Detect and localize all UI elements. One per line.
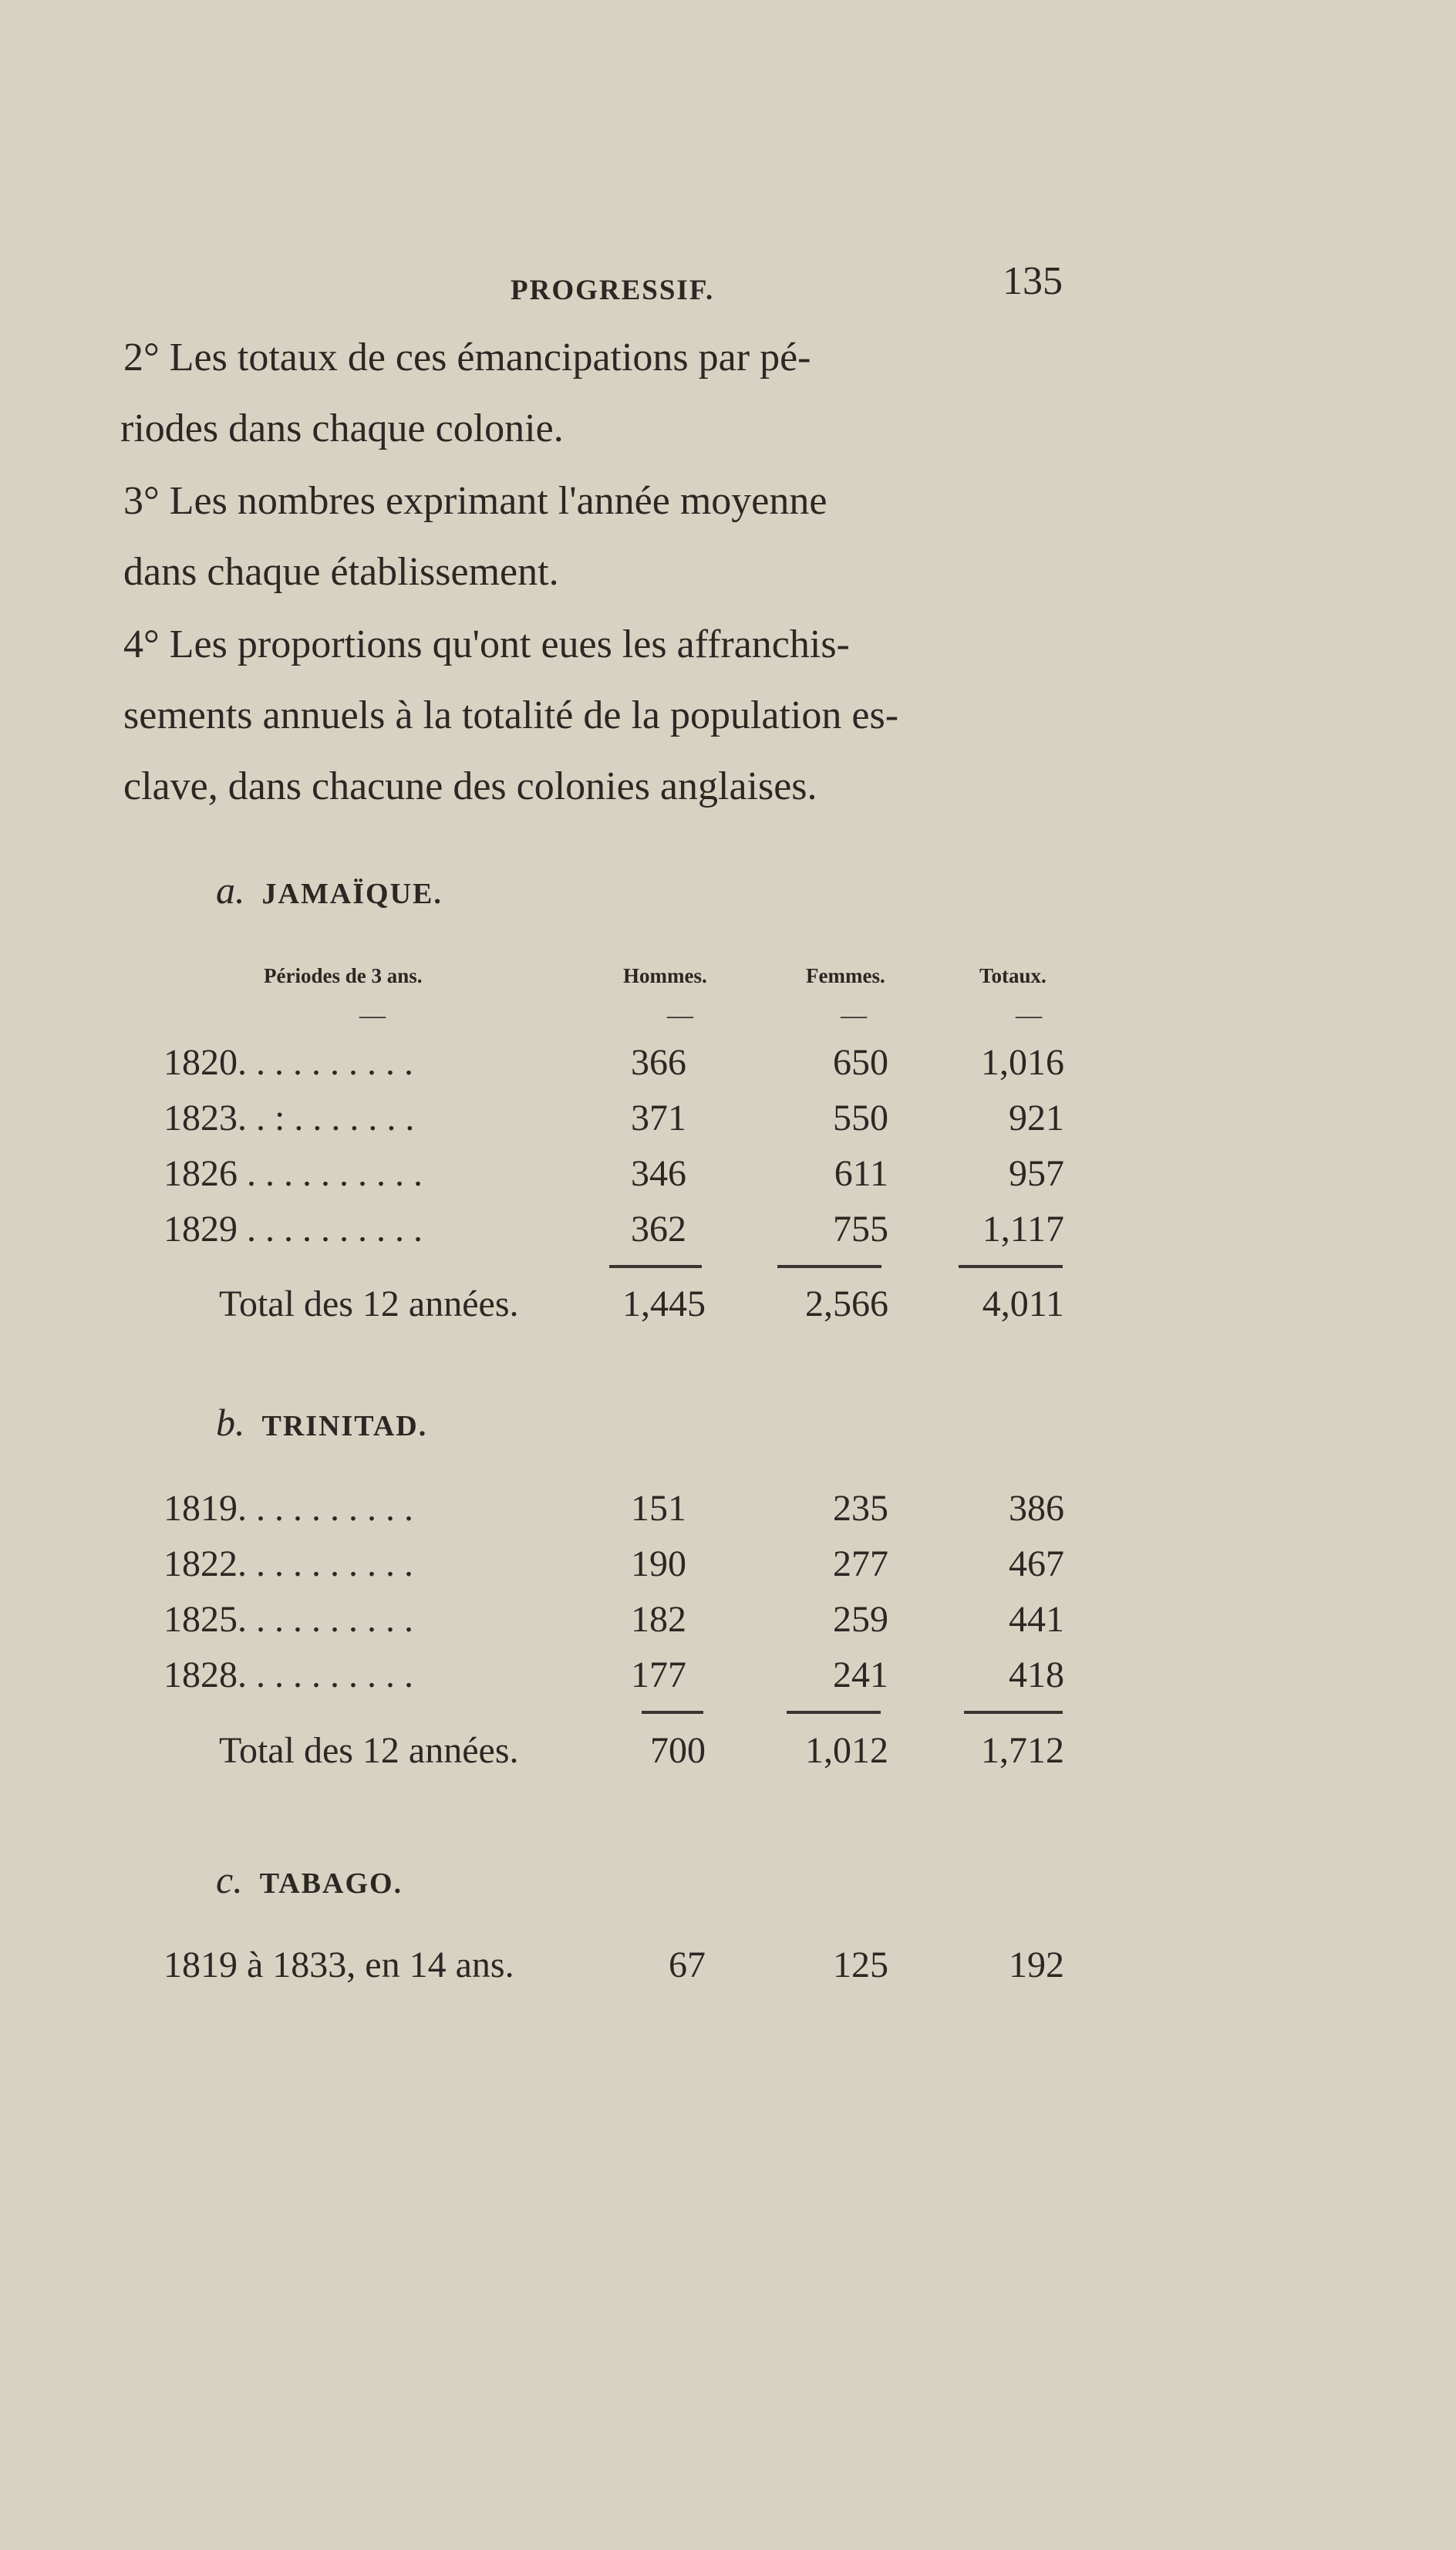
table-cell-women: 235 (833, 1488, 888, 1529)
table-cell-men: 362 (631, 1209, 686, 1250)
column-header-totals: Totaux. (979, 964, 1046, 987)
total-cell-men: 1,445 (622, 1283, 706, 1324)
section-name: TABAGO. (259, 1867, 403, 1900)
column-rule (959, 1265, 1063, 1268)
total-cell-women: 2,566 (805, 1283, 888, 1324)
table-cell-women: 650 (833, 1042, 888, 1083)
section-heading-jamaique (216, 868, 443, 912)
paragraph-line: 3° Les nombres exprimant l'année moyenne (123, 479, 827, 523)
summary-row-label: 1819 à 1833, en 14 ans. (163, 1945, 514, 1985)
section-name: TRINITAD. (261, 1410, 428, 1442)
column-rule (787, 1711, 881, 1714)
paragraph-item-4 (123, 609, 1126, 822)
column-header-women: Femmes. (806, 964, 885, 987)
paragraph-line: 2° Les totaux de ces émancipations par pé- (123, 336, 811, 379)
table-cell-men: 371 (631, 1098, 686, 1138)
table-cell-total: 1,117 (982, 1209, 1064, 1250)
total-row-label: Total des 12 années. (219, 1730, 519, 1771)
paragraph-line: 4° Les proportions qu'ont eues les affranchis- (123, 622, 850, 666)
table-cell-total: 386 (1009, 1488, 1064, 1529)
table-cell-men: 346 (631, 1153, 686, 1194)
table-cell-total: 1,016 (981, 1042, 1064, 1083)
paragraph-line: riodes dans chaque colonie. (120, 406, 564, 450)
column-dash: — (841, 1001, 867, 1030)
table-cell-total: 467 (1009, 1543, 1064, 1584)
table-row-label: 1829 . . . . . . . . . . (163, 1209, 423, 1250)
section-letter: c. (216, 1858, 243, 1901)
summary-cell-women: 125 (833, 1945, 888, 1985)
table-cell-men: 190 (631, 1543, 686, 1584)
table-cell-women: 611 (834, 1153, 888, 1194)
table-cell-women: 277 (833, 1543, 888, 1584)
table-row-label: 1819. . . . . . . . . . (163, 1488, 413, 1529)
table-row-label: 1822. . . . . . . . . . (163, 1543, 413, 1584)
column-dash: — (359, 1001, 386, 1030)
total-cell-men: 700 (650, 1730, 706, 1771)
column-rule (964, 1711, 1063, 1714)
summary-cell-total: 192 (1009, 1945, 1064, 1985)
table-cell-women: 259 (833, 1599, 888, 1640)
summary-cell-men: 67 (669, 1945, 706, 1985)
column-rule (642, 1711, 703, 1714)
paragraph-item-2 (120, 322, 1126, 464)
section-heading-trinitad (216, 1400, 427, 1445)
table-row-label: 1826 . . . . . . . . . . (163, 1153, 423, 1194)
section-letter: a. (216, 869, 245, 912)
total-row-label: Total des 12 années. (219, 1283, 519, 1324)
table-row-label: 1823. . : . . . . . . . (163, 1098, 415, 1138)
table-cell-women: 241 (833, 1654, 888, 1695)
column-header-men: Hommes. (623, 964, 707, 987)
column-rule (777, 1265, 881, 1268)
total-cell-total: 1,712 (981, 1730, 1064, 1771)
table-cell-total: 957 (1009, 1153, 1064, 1194)
section-heading-tabago (216, 1857, 403, 1902)
page-number: 135 (1003, 259, 1063, 303)
table-row-label: 1825. . . . . . . . . . (163, 1599, 413, 1640)
table-cell-total: 418 (1009, 1654, 1064, 1695)
column-rule (609, 1265, 702, 1268)
table-row-label: 1828. . . . . . . . . . (163, 1654, 413, 1695)
table-cell-men: 366 (631, 1042, 686, 1083)
section-name: JAMAÏQUE. (261, 878, 443, 910)
table-cell-women: 550 (833, 1098, 888, 1138)
running-title: PROGRESSIF. (511, 275, 715, 306)
paragraph-line: clave, dans chacune des colonies anglaises. (123, 764, 817, 808)
table-cell-total: 921 (1009, 1098, 1064, 1138)
section-letter: b. (216, 1401, 245, 1444)
table-cell-women: 755 (833, 1209, 888, 1250)
column-dash: — (667, 1001, 693, 1030)
table-cell-total: 441 (1009, 1599, 1064, 1640)
table-cell-men: 151 (631, 1488, 686, 1529)
total-cell-women: 1,012 (805, 1730, 888, 1771)
column-header-period: Périodes de 3 ans. (264, 964, 423, 987)
table-cell-men: 177 (631, 1654, 686, 1695)
paragraph-line: sements annuels à la totalité de la population es- (123, 693, 899, 737)
paragraph-item-3 (123, 466, 1126, 608)
table-cell-men: 182 (631, 1599, 686, 1640)
column-dash: — (1016, 1001, 1042, 1030)
table-row-label: 1820. . . . . . . . . . (163, 1042, 413, 1083)
paragraph-line: dans chaque établissement. (123, 550, 559, 594)
total-cell-total: 4,011 (982, 1283, 1064, 1324)
